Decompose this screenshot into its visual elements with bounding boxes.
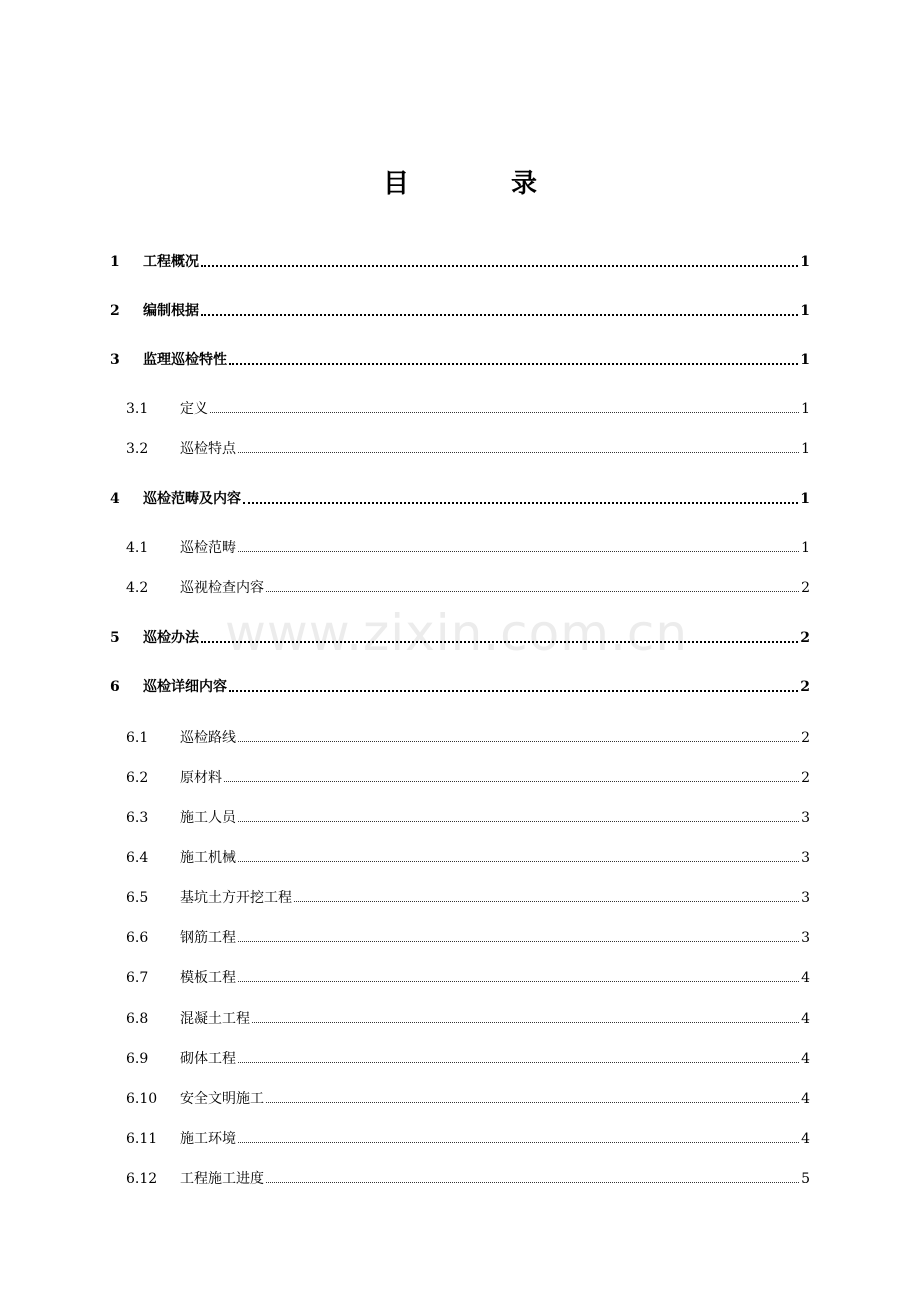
- toc-text: 巡视检查内容: [180, 580, 264, 596]
- toc-leader: [210, 412, 799, 413]
- toc-entry[interactable]: [110, 300, 810, 322]
- toc-leader: [238, 821, 799, 822]
- toc-leader: [238, 1062, 799, 1063]
- toc-number: 6.11: [126, 1131, 158, 1147]
- toc-leader: [238, 741, 799, 742]
- toc-entry[interactable]: [110, 807, 810, 829]
- toc-text: 巡检特点: [180, 441, 236, 457]
- toc-page: 1: [801, 441, 810, 457]
- toc-page: 1: [800, 491, 810, 507]
- toc-text: 巡检路线: [180, 730, 236, 746]
- toc-text: 监理巡检特性: [143, 352, 227, 368]
- toc-entry[interactable]: [110, 537, 810, 559]
- toc-number: 6.8: [126, 1011, 149, 1027]
- toc-page: 1: [801, 540, 810, 556]
- toc-text: 模板工程: [180, 970, 236, 986]
- toc-number: 6.1: [126, 730, 149, 746]
- toc-number: 6.10: [126, 1091, 158, 1107]
- toc-number: 6: [110, 679, 120, 695]
- watermark: www.zixin.com.cn: [225, 604, 689, 662]
- toc-number: 3.1: [126, 401, 149, 417]
- toc-entry[interactable]: [110, 438, 810, 460]
- toc-text: 砌体工程: [180, 1051, 236, 1067]
- toc-entry[interactable]: [110, 927, 810, 949]
- toc-page: 4: [801, 1091, 810, 1107]
- toc-page: 3: [801, 930, 810, 946]
- toc-entry[interactable]: [110, 577, 810, 599]
- toc-leader: [229, 690, 798, 692]
- toc-page: 1: [800, 303, 810, 319]
- toc-text: 定义: [180, 401, 208, 417]
- toc-leader: [238, 981, 799, 982]
- toc-entry[interactable]: [110, 887, 810, 909]
- toc-text: 施工人员: [180, 810, 236, 826]
- toc-text: 编制根据: [143, 303, 199, 319]
- toc-text: 巡检办法: [143, 630, 199, 646]
- toc-leader: [294, 901, 799, 902]
- toc-leader: [266, 1182, 799, 1183]
- toc-number: 4.2: [126, 580, 149, 596]
- toc-number: 6.6: [126, 930, 149, 946]
- toc-page: 5: [801, 1171, 810, 1187]
- toc-page: 3: [801, 890, 810, 906]
- toc-page: 2: [801, 770, 810, 786]
- toc-text: 钢筋工程: [180, 930, 236, 946]
- toc-page: 4: [801, 970, 810, 986]
- page-title: 目 录: [382, 169, 575, 199]
- toc-entry[interactable]: [110, 1048, 810, 1070]
- toc-leader: [243, 502, 798, 504]
- toc-text: 巡检详细内容: [143, 679, 227, 695]
- toc-entry[interactable]: [110, 1008, 810, 1030]
- toc-text: 施工环境: [180, 1131, 236, 1147]
- toc-entry[interactable]: [110, 727, 810, 749]
- toc-leader: [238, 861, 799, 862]
- toc-number: 4.1: [126, 540, 149, 556]
- toc-text: 工程概况: [143, 254, 199, 270]
- toc-page: 4: [801, 1131, 810, 1147]
- toc-leader: [229, 363, 798, 365]
- toc-page: 3: [801, 850, 810, 866]
- toc-entry[interactable]: [110, 398, 810, 420]
- toc-text: 施工机械: [180, 850, 236, 866]
- toc-number: 5: [110, 630, 120, 646]
- toc-leader: [238, 1142, 799, 1143]
- toc-text: 工程施工进度: [180, 1171, 264, 1187]
- toc-page: 1: [801, 401, 810, 417]
- toc-number: 6.5: [126, 890, 149, 906]
- toc-entry[interactable]: [110, 251, 810, 273]
- toc-leader: [201, 265, 798, 267]
- toc-page: 2: [801, 580, 810, 596]
- toc-leader: [224, 781, 799, 782]
- toc-number: 6.12: [126, 1171, 158, 1187]
- toc-leader: [266, 1102, 799, 1103]
- toc-page: 4: [801, 1011, 810, 1027]
- toc-number: 6.9: [126, 1051, 149, 1067]
- toc-number: 3: [110, 352, 120, 368]
- toc-number: 6.2: [126, 770, 149, 786]
- toc-text: 原材料: [180, 770, 222, 786]
- toc-text: 巡检范畴及内容: [143, 491, 241, 507]
- toc-leader: [238, 452, 799, 453]
- toc-page: 2: [800, 679, 810, 695]
- toc-entry[interactable]: [110, 1128, 810, 1150]
- toc-leader: [252, 1022, 799, 1023]
- toc-text: 安全文明施工: [180, 1091, 264, 1107]
- toc-leader: [266, 591, 799, 592]
- toc-leader: [201, 641, 798, 643]
- toc-entry[interactable]: [110, 1168, 810, 1190]
- toc-entry[interactable]: [110, 488, 810, 510]
- toc-number: 6.4: [126, 850, 149, 866]
- toc-text: 基坑土方开挖工程: [180, 890, 292, 906]
- toc-entry[interactable]: [110, 967, 810, 989]
- toc-number: 1: [110, 254, 120, 270]
- toc-entry[interactable]: [110, 847, 810, 869]
- toc-entry[interactable]: [110, 676, 810, 698]
- toc-entry[interactable]: [110, 349, 810, 371]
- toc-leader: [238, 551, 799, 552]
- toc-entry[interactable]: [110, 627, 810, 649]
- toc-entry[interactable]: [110, 767, 810, 789]
- toc-page: 4: [801, 1051, 810, 1067]
- toc-leader: [201, 314, 798, 316]
- toc-page: 1: [800, 254, 810, 270]
- toc-page: 1: [800, 352, 810, 368]
- toc-number: 6.7: [126, 970, 149, 986]
- toc-leader: [238, 941, 799, 942]
- toc-text: 混凝土工程: [180, 1011, 250, 1027]
- toc-number: 6.3: [126, 810, 149, 826]
- toc-number: 2: [110, 303, 120, 319]
- toc-entry[interactable]: [110, 1088, 810, 1110]
- toc-page: 3: [801, 810, 810, 826]
- toc-page: 2: [800, 630, 810, 646]
- toc-number: 3.2: [126, 441, 149, 457]
- toc-number: 4: [110, 491, 120, 507]
- toc-page: 2: [801, 730, 810, 746]
- toc-text: 巡检范畴: [180, 540, 236, 556]
